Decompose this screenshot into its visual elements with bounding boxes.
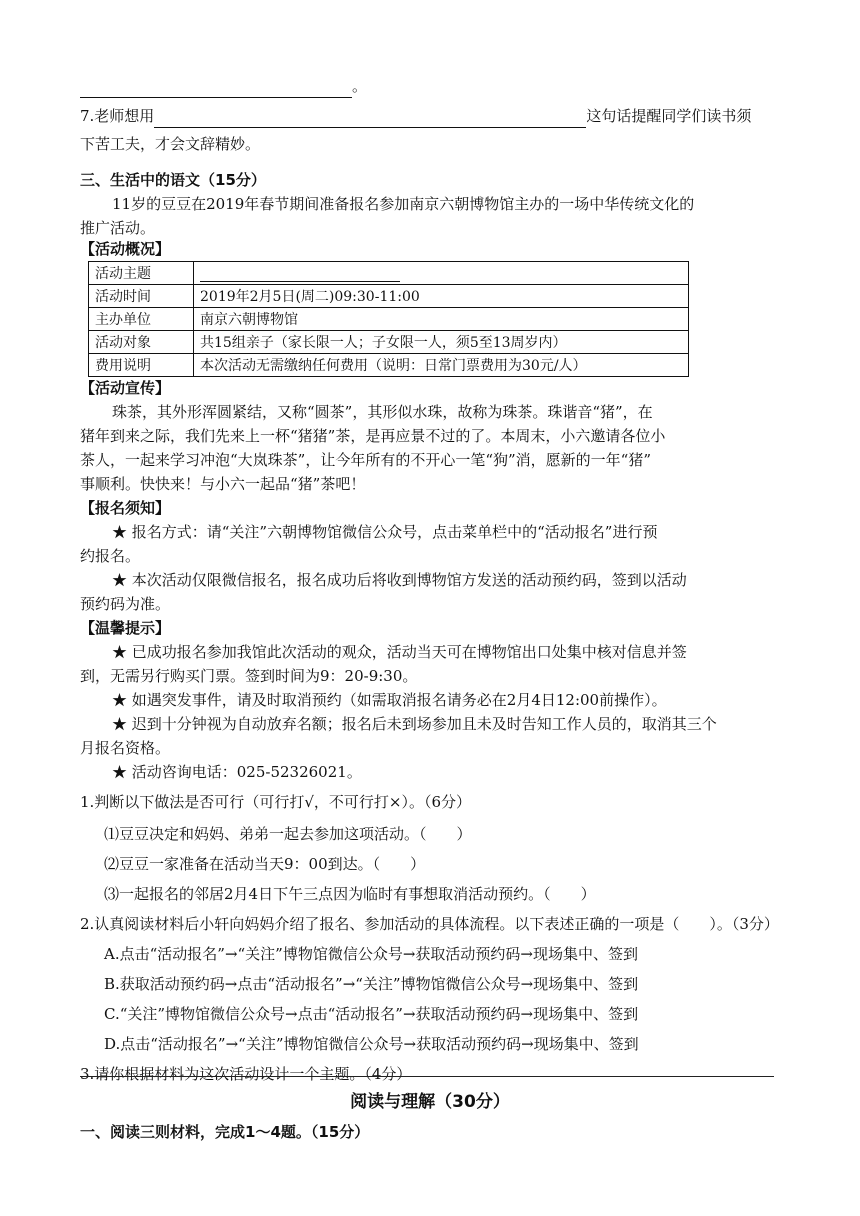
overview-heading: 【活动概况】: [80, 240, 171, 258]
theme-cell: [194, 262, 689, 285]
row-label: 主办单位: [89, 308, 194, 331]
section3-intro-2: 推广活动。: [80, 219, 156, 237]
table-row: [89, 354, 689, 377]
q2-option: C.“关注”博物馆微信公众号→点击“活动报名”→获取活动预约码→现场集中、签到: [104, 1005, 639, 1023]
table-row: [89, 331, 689, 354]
q1-item: ⑶一起报名的邻居2月4日下午三点因为临时有事想取消活动预约。（ ）: [104, 885, 596, 903]
tips-line: ★ 活动咨询电话：025-52326021。: [112, 763, 362, 781]
q7-suffix: 这句话提醒同学们读书须: [586, 107, 752, 125]
q1-item: ⑵豆豆一家准备在活动当天9：00到达。（ ）: [104, 855, 426, 873]
row-label: 活动时间: [89, 285, 194, 308]
q2-option: A.点击“活动报名”→“关注”博物馆微信公众号→获取活动预约码→现场集中、签到: [104, 945, 638, 963]
q1-item: ⑴豆豆决定和妈妈、弟弟一起去参加这项活动。（ ）: [104, 825, 472, 843]
signup-line: ★ 报名方式：请“关注”六朝博物馆微信公众号，点击菜单栏中的“活动报名”进行预: [112, 523, 658, 541]
tips-heading: 【温馨提示】: [80, 619, 171, 637]
theme-blank[interactable]: [200, 265, 400, 282]
question-2: 2.认真阅读材料后小轩向妈妈介绍了报名、参加活动的具体流程。以下表述正确的一项是（ ）。（3分）: [80, 915, 779, 933]
answer-line-top: [80, 74, 367, 98]
question-3: 3.请你根据材料为这次活动设计一个主题。（4分）: [80, 1065, 412, 1083]
table-row: [89, 285, 689, 308]
q7-continuation: 下苦工夫，才会文辞精妙。: [80, 135, 261, 153]
row-value: 本次活动无需缴纳任何费用（说明：日常门票费用为30元/人）: [194, 354, 689, 377]
table-row: [89, 308, 689, 331]
activity-overview-table: [88, 261, 689, 377]
row-value: 南京六朝博物馆: [194, 308, 689, 331]
question-1: 1.判断以下做法是否可行（可行打√，不可行打×）。（6分）: [80, 793, 471, 811]
tips-line: 到，无需另行购买门票。签到时间为9：20-9:30。: [80, 667, 418, 685]
tips-line: ★ 迟到十分钟视为自动放弃名额；报名后未到场参加且未及时告知工作人员的，取消其三个: [112, 715, 717, 733]
signup-line: 预约码为准。: [80, 595, 171, 613]
row-label: 活动对象: [89, 331, 194, 354]
promo-line: 猪年到来之际，我们先来上一杯“猪猪”茶，是再应景不过的了。本周末，小六邀请各位小: [80, 427, 666, 445]
promo-line: 事顺利。快快来！与小六一起品“猪”茶吧！: [80, 475, 366, 493]
row-label: 活动主题: [89, 262, 194, 285]
promo-line: 茶人，一起来学习冲泡“大岚珠茶”，让今年所有的不开心一笔“狗”消，愿新的一年“猪”: [80, 451, 652, 469]
signup-heading: 【报名须知】: [80, 499, 171, 517]
q2-option: B.获取活动预约码→点击“活动报名”→“关注”博物馆微信公众号→现场集中、签到: [104, 975, 639, 993]
signup-line: ★ 本次活动仅限微信报名，报名成功后将收到博物馆方发送的活动预约码，签到以活动: [112, 571, 687, 589]
reading-subheading: 一、阅读三则材料，完成1～4题。（15分）: [80, 1123, 370, 1141]
tips-line: 月报名资格。: [80, 739, 171, 757]
row-label: 费用说明: [89, 354, 194, 377]
tips-line: ★ 如遇突发事件，请及时取消预约（如需取消报名请务必在2月4日12:00前操作）。: [112, 691, 667, 709]
section3-heading: 三、生活中的语文（15分）: [80, 171, 266, 189]
q7-prefix: 7.老师想用: [80, 107, 155, 125]
q7-blank[interactable]: [154, 109, 586, 128]
blank-line[interactable]: [80, 79, 352, 98]
question-7: [80, 104, 751, 128]
reading-title: 阅读与理解（30分）: [350, 1092, 510, 1112]
line-end-mark: 。: [352, 77, 368, 95]
tips-line: ★ 已成功报名参加我馆此次活动的观众，活动当天可在博物馆出口处集中核对信息并签: [112, 643, 687, 661]
q2-option: D.点击“活动报名”→“关注”博物馆微信公众号→获取活动预约码→现场集中、签到: [104, 1035, 639, 1053]
section3-intro-1: 11岁的豆豆在2019年春节期间准备报名参加南京六朝博物馆主办的一场中华传统文化的: [112, 195, 695, 213]
signup-line: 约报名。: [80, 547, 141, 565]
table-row: [89, 262, 689, 285]
promo-line: 珠茶，其外形浑圆紧结，又称“圆茶”，其形似水珠，故称为珠茶。珠谐音“猪”，在: [112, 403, 653, 421]
promo-heading: 【活动宣传】: [80, 379, 171, 397]
row-value: 2019年2月5日(周二)09:30-11:00: [194, 285, 689, 308]
row-value: 共15组亲子（家长限一人；子女限一人，须5至13周岁内）: [194, 331, 689, 354]
section-divider: [80, 1076, 774, 1077]
